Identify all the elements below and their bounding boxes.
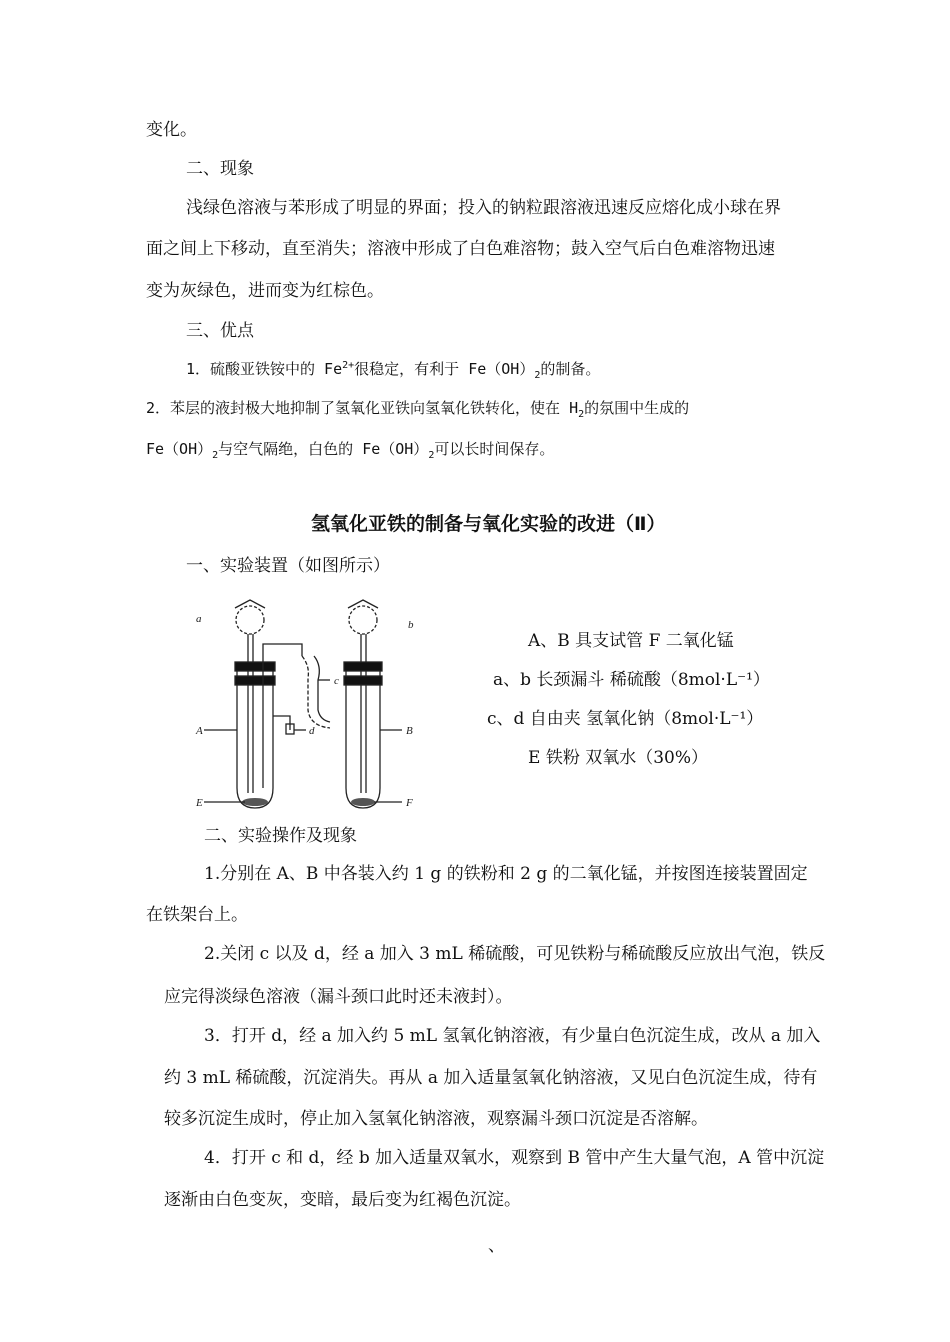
legend-line-1: A、B 具支试管 F 二氧化锰	[528, 631, 734, 651]
section-heading-advantages: 三、优点	[186, 321, 254, 341]
section-title: 氢氧化亚铁的制备与氧化实验的改进（Ⅱ）	[311, 513, 666, 535]
step-3-line-3: 较多沉淀生成时，停止加入氢氧化钠溶液，观察漏斗颈口沉淀是否溶解。	[164, 1109, 708, 1129]
label-B: B	[406, 725, 413, 737]
tube-A	[237, 668, 273, 808]
advantage-1: 1．硫酸亚铁铵中的 $Fe^{2+}$很稳定，有利于 $Fe(OH)_2$的制备。	[186, 360, 601, 381]
section-heading-phenomena: 二、现象	[186, 159, 254, 179]
section-heading-apparatus: 一、实验装置（如图所示）	[186, 556, 390, 576]
step-3-line-1: 3．打开 d，经 a 加入约 5 mL 氢氧化钠溶液，有少量白色沉淀生成，改从 a 加入	[204, 1026, 821, 1046]
phenomena-line-1: 浅绿色溶液与苯形成了明显的界面；投入的钠粒跟溶液迅速反应熔化成小球在界	[186, 198, 781, 218]
advantage-2-line-2: $Fe(OH)_2$与空气隔绝，白色的 $Fe(OH)_2$可以长时间保存。	[146, 440, 555, 461]
legend-line-3: c、d 自由夹 氢氧化钠（8mol·L⁻¹）	[487, 709, 764, 729]
legend-line-2: a、b 长颈漏斗 稀硫酸（8mol·L⁻¹）	[493, 670, 770, 690]
label-F: F	[406, 797, 413, 809]
stopper-A	[235, 662, 275, 671]
step-4-line-1: 4．打开 c 和 d，经 b 加入适量双氧水，观察到 B 管中产生大量气泡，A 管中沉淀	[204, 1148, 825, 1168]
section-heading-operation: 二、实验操作及现象	[204, 826, 357, 846]
step-4-line-2: 逐渐由白色变灰，变暗，最后变为红褐色沉淀。	[164, 1190, 521, 1210]
label-b: b	[408, 619, 414, 631]
step-1-line-1: 1.分别在 A、B 中各装入约 1 g 的铁粉和 2 g 的二氧化锰，并按图连接装置固定	[204, 864, 808, 884]
funnel-b-bulb	[349, 606, 377, 634]
step-1-line-2: 在铁架台上。	[146, 905, 248, 925]
legend-line-4: E 铁粉 双氧水（30%）	[528, 748, 709, 768]
side-arm-d	[273, 716, 290, 730]
funnel-b-top	[348, 600, 378, 608]
tube-B	[346, 668, 380, 808]
iron-powder-E	[242, 798, 268, 806]
label-c: c	[334, 675, 339, 687]
stopper-B	[344, 662, 382, 671]
connector-tube	[263, 644, 302, 656]
step-3-line-2: 约 3 mL 稀硫酸，沉淀消失。再从 a 加入适量氢氧化钠溶液，又见白色沉淀生成，待有	[164, 1068, 818, 1088]
rubber-tube-c	[302, 656, 330, 728]
funnel-a-top	[235, 600, 265, 608]
label-A: A	[196, 725, 203, 737]
phenomena-line-3: 变为灰绿色，进而变为红棕色。	[146, 281, 384, 301]
label-d: d	[309, 725, 315, 737]
paragraph-text: 变化。	[146, 120, 197, 140]
label-E: E	[196, 797, 203, 809]
label-a: a	[196, 613, 202, 625]
apparatus-diagram	[190, 598, 430, 820]
footer-mark: 、	[488, 1236, 505, 1256]
phenomena-line-2: 面之间上下移动，直至消失；溶液中形成了白色难溶物；鼓入空气后白色难溶物迅速	[146, 239, 775, 259]
advantage-2-line-1: 2．苯层的液封极大地抑制了氢氧化亚铁向氢氧化铁转化，使在 $H_2$的氛围中生成的	[146, 399, 690, 420]
step-2-line-2: 应完得淡绿色溶液（漏斗颈口此时还未液封）。	[164, 987, 513, 1007]
funnel-a-bulb	[236, 606, 264, 634]
manganese-dioxide-F	[351, 798, 375, 806]
step-2-line-1: 2.关闭 c 以及 d，经 a 加入 3 mL 稀硫酸，可见铁粉与稀硫酸反应放出气泡，铁反	[204, 944, 826, 964]
